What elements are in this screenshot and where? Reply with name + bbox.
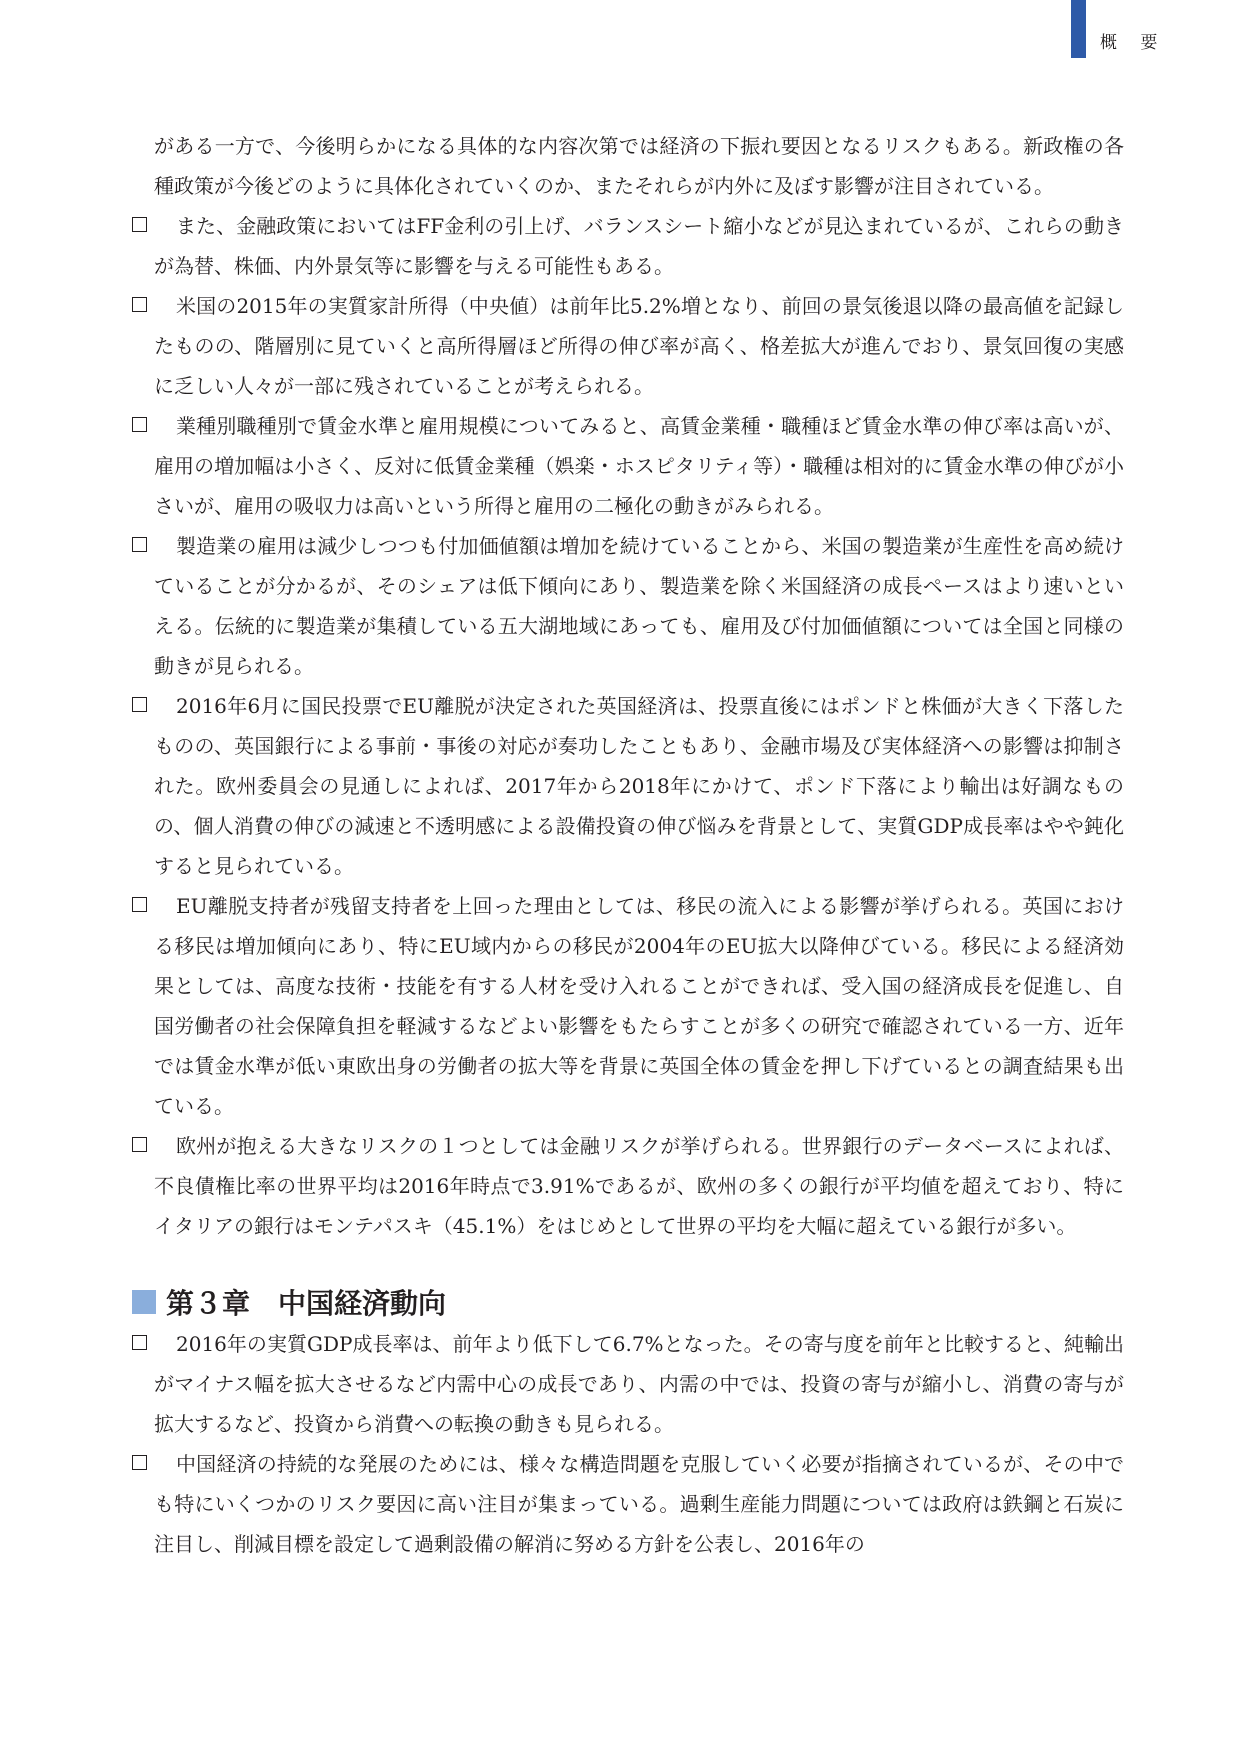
bullet-paragraph	[132, 526, 1124, 686]
checkbox-bullet-icon	[132, 1335, 147, 1350]
checkbox-bullet-icon	[132, 297, 147, 312]
checkbox-bullet-icon	[132, 417, 147, 432]
chapter-square-icon	[132, 1290, 156, 1314]
paragraph-text: 製造業の雇用は減少しつつも付加価値額は増加を続けていることから、米国の製造業が生産性を高め続けていることが分かるが、そのシェアは低下傾向にあり、製造業を除く米国経済の成長ペースはより速いといえる。伝統的に製造業が集積している五大湖地域にあっても、雇用及び付加価値額については全国と同様の動きが見られる。	[154, 534, 1124, 678]
bullet-paragraph	[132, 1324, 1124, 1444]
chapter-title: 第３章 中国経済動向	[166, 1287, 447, 1320]
bullet-paragraph	[132, 1126, 1124, 1246]
paragraph-text: 中国経済の持続的な発展のためには、様々な構造問題を克服していく必要が指摘されているが、その中でも特にいくつかのリスク要因に高い注目が集まっている。過剰生産能力問題については政府は鉄鋼と石炭に注目し、削減目標を設定して過剰設備の解消に努める方針を公表し、2016年の	[154, 1452, 1124, 1556]
checkbox-bullet-icon	[132, 697, 147, 712]
running-header: 概 要	[1100, 33, 1167, 53]
paragraph-text: 2016年の実質GDP成長率は、前年より低下して6.7%となった。その寄与度を前年と比較すると、純輸出がマイナス幅を拡大させるなど内需中心の成長であり、内需の中では、投資の寄与が縮小し、消費の寄与が拡大するなど、投資から消費への転換の動きも見られる。	[154, 1332, 1124, 1436]
paragraph-continuation	[132, 126, 1124, 206]
paragraph-text: EU離脱支持者が残留支持者を上回った理由としては、移民の流入による影響が挙げられる。英国における移民は増加傾向にあり、特にEU域内からの移民が2004年のEU拡大以降伸びている。移民による経済効果としては、高度な技術・技能を有する人材を受け入れることができれば、受入国の経済成長を促進し、自国労働者の社会保障負担を軽減するなどよい影響をもたらすことが多くの研究で確認されている一方、近年では賃金水準が低い東欧出身の労働者の拡大等を背景に英国全体の賃金を押し下げているとの調査結果も出ている。	[154, 894, 1124, 1118]
checkbox-bullet-icon	[132, 1137, 147, 1152]
chapter-heading	[132, 1280, 1124, 1324]
paragraph-text: 米国の2015年の実質家計所得（中央値）は前年比5.2%増となり、前回の景気後退以降の最高値を記録したものの、階層別に見ていくと高所得層ほど所得の伸び率が高く、格差拡大が進んでおり、景気回復の実感に乏しい人々が一部に残されていることが考えられる。	[154, 294, 1124, 398]
header-accent-bar	[1071, 0, 1086, 58]
bullet-paragraph	[132, 206, 1124, 286]
checkbox-bullet-icon	[132, 537, 147, 552]
bullet-paragraph	[132, 886, 1124, 1126]
bullet-paragraph	[132, 406, 1124, 526]
bullet-paragraph	[132, 286, 1124, 406]
page-content	[132, 126, 1124, 1564]
bullet-paragraph	[132, 1444, 1124, 1564]
checkbox-bullet-icon	[132, 897, 147, 912]
paragraph-text: 業種別職種別で賃金水準と雇用規模についてみると、高賃金業種・職種ほど賃金水準の伸び率は高いが、雇用の増加幅は小さく、反対に低賃金業種（娯楽・ホスピタリティ等）・職種は相対的に賃金水準の伸びが小さいが、雇用の吸収力は高いという所得と雇用の二極化の動きがみられる。	[154, 414, 1124, 518]
paragraph-text: がある一方で、今後明らかになる具体的な内容次第では経済の下振れ要因となるリスクもある。新政権の各種政策が今後どのように具体化されていくのか、またそれらが内外に及ぼす影響が注目されている。	[154, 134, 1124, 198]
paragraph-text: 2016年6月に国民投票でEU離脱が決定された英国経済は、投票直後にはポンドと株価が大きく下落したものの、英国銀行による事前・事後の対応が奏功したこともあり、金融市場及び実体経済への影響は抑制された。欧州委員会の見通しによれば、2017年から2018年にかけて、ポンド下落により輸出は好調なものの、個人消費の伸びの減速と不透明感による設備投資の伸び悩みを背景として、実質GDP成長率はやや鈍化すると見られている。	[154, 694, 1124, 878]
paragraph-text: また、金融政策においてはFF金利の引上げ、バランスシート縮小などが見込まれているが、これらの動きが為替、株価、内外景気等に影響を与える可能性もある。	[154, 214, 1124, 278]
checkbox-bullet-icon	[132, 217, 147, 232]
checkbox-bullet-icon	[132, 1455, 147, 1470]
paragraph-text: 欧州が抱える大きなリスクの１つとしては金融リスクが挙げられる。世界銀行のデータベースによれば、不良債権比率の世界平均は2016年時点で3.91%であるが、欧州の多くの銀行が平均値を超えており、特にイタリアの銀行はモンテパスキ（45.1%）をはじめとして世界の平均を大幅に超えている銀行が多い。	[154, 1134, 1124, 1238]
bullet-paragraph	[132, 686, 1124, 886]
